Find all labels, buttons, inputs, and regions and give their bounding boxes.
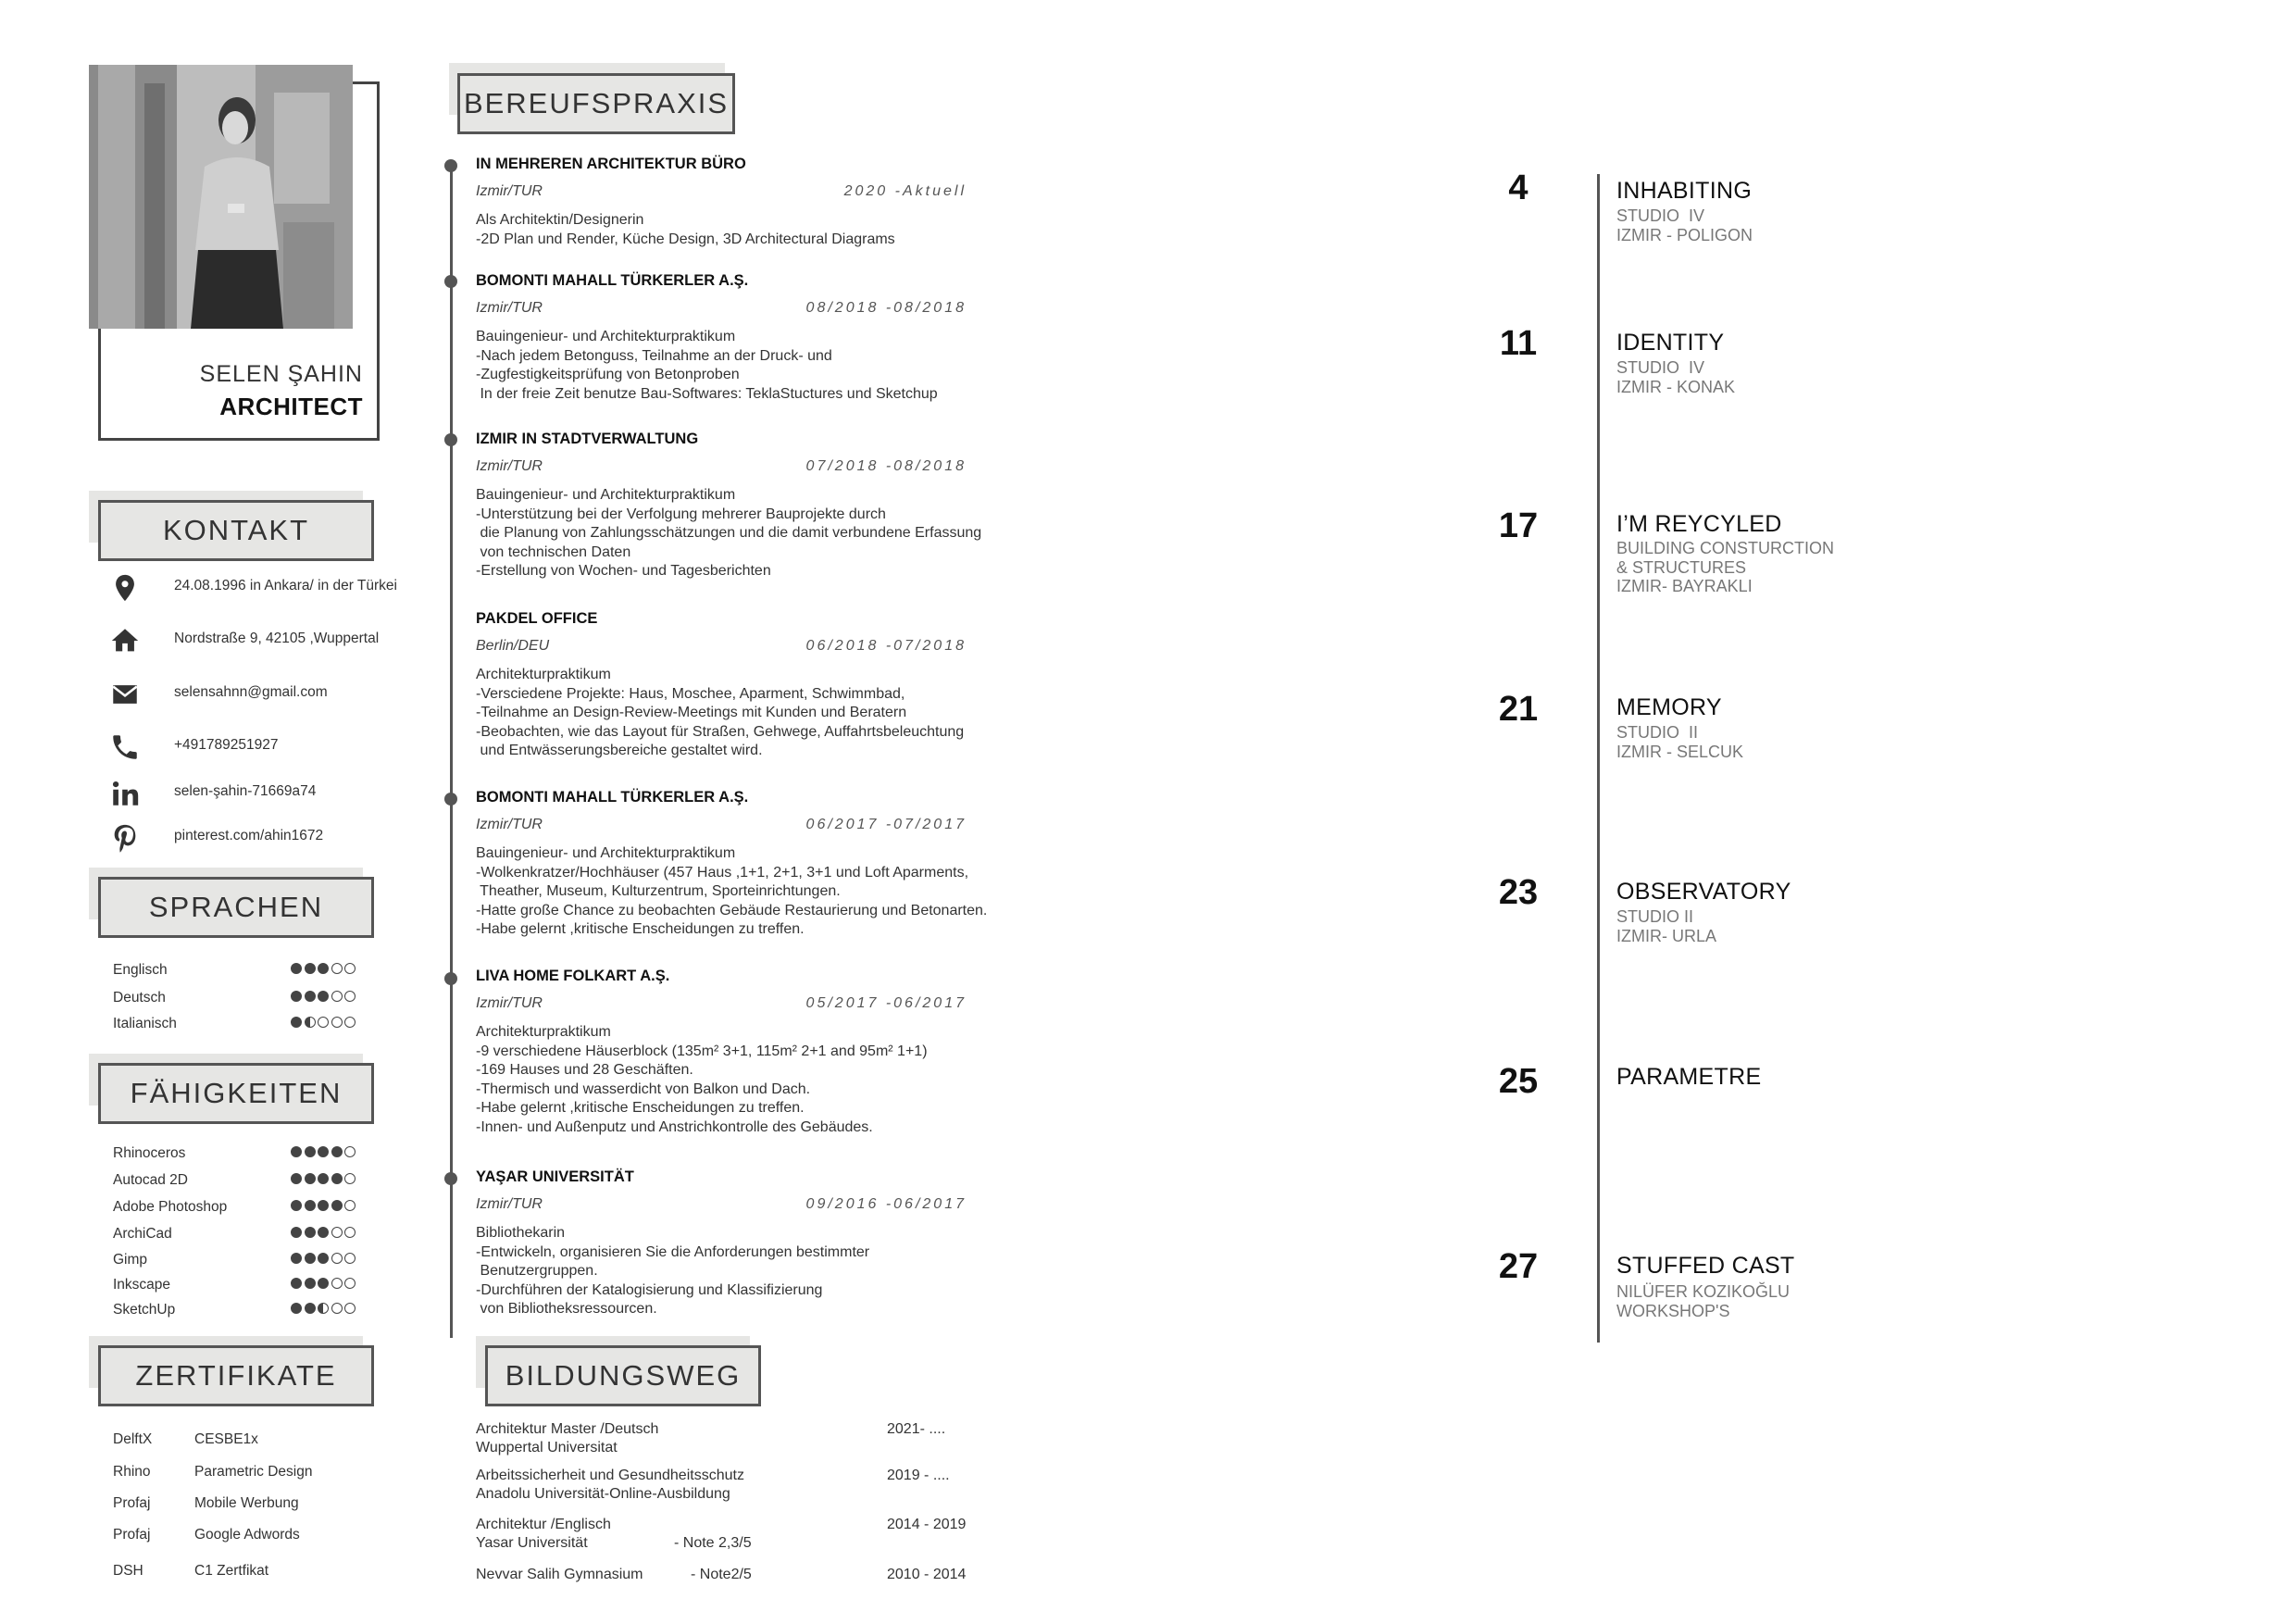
project-page-number[interactable]: 25 [1498,1062,1539,1101]
rating-dot [344,1146,356,1157]
project-subtitle: STUDIO IV IZMIR - POLIGON [1616,206,1753,244]
rating-dot [305,991,316,1002]
rating-dot [344,1227,356,1238]
rating-dot [305,1017,316,1028]
rating-dot [318,1278,329,1289]
job-title: IN MEHREREN ARCHITEKTUR BÜRO [476,156,746,172]
rating-dot [291,1278,302,1289]
profile-name: SELEN ŞAHIN [199,361,363,387]
skill-label: ArchiCad [113,1226,172,1242]
project-title[interactable]: IDENTITY [1616,330,1725,356]
job-date: 2020 -Aktuell [843,183,967,199]
job-description: Bibliothekarin -Entwickeln, organisieren Sie die Anforderungen bestimmter Benutzergruppen. -Durchführen der Katalogisierung und Klassifizierung von Bibliotheksressourcen. [476,1225,870,1317]
language-row [113,962,377,984]
skill-row [113,1252,377,1274]
job-entry [476,1168,1031,1317]
contact-pinterest-text[interactable]: pinterest.com/ahin1672 [174,828,324,843]
rating-dot [318,1227,329,1238]
skill-label: Adobe Photoshop [113,1199,228,1215]
project-title[interactable]: MEMORY [1616,694,1722,720]
project-title[interactable]: PARAMETRE [1616,1064,1762,1090]
job-location: Izmir/TUR [476,995,543,1011]
profile-role: ARCHITECT [219,393,363,420]
education-note: - Note2/5 [691,1567,752,1582]
rating-dot [318,1200,329,1211]
skill-level-dots [291,1146,358,1161]
project-subtitle: NILÜFER KOZIKOĞLU WORKSHOP'S [1616,1282,1791,1320]
job-date: 05/2017 -06/2017 [805,995,967,1011]
certificate-name: CESBE1x [194,1431,258,1447]
certificate-name: Mobile Werbung [194,1495,299,1511]
project-subtitle: STUDIO II IZMIR - SELCUK [1616,723,1744,761]
certificate-issuer: Rhino [113,1464,151,1480]
timeline-dot [444,793,457,806]
pinterest-icon [109,822,141,854]
rating-dot [344,1278,356,1289]
project-title[interactable]: STUFFED CAST [1616,1253,1795,1279]
job-title: YAŞAR UNIVERSITÄT [476,1168,634,1185]
experience-section-title: BEREUFSPRAXIS [457,73,735,134]
job-location: Izmir/TUR [476,817,543,832]
contact-email-text[interactable]: selensahnn@gmail.com [174,684,328,700]
education-degree: Architektur /Englisch Yasar Universität [476,1517,611,1551]
contact-birth-text: 24.08.1996 in Ankara/ in der Türkei [174,578,397,593]
projects-divider-line [1597,174,1600,1343]
skill-level-dots [291,1253,358,1268]
rating-dot [344,1200,356,1211]
rating-dot [344,963,356,974]
language-label: Italianisch [113,1016,177,1031]
rating-dot [305,1200,316,1211]
job-description: Bauingenieur- und Architekturpraktikum -Nach jedem Betonguss, Teilnahme an der Druck- und -Zugfestigkeitsprüfung von Betonproben In der freie Zeit benutze Bau-Softwares: TeklaStuctures und Sketchup [476,329,938,402]
certificate-issuer: DSH [113,1563,144,1579]
rating-dot [331,1303,343,1314]
language-level-dots [291,991,358,1006]
language-level-dots [291,1017,358,1031]
skill-label: SketchUp [113,1302,176,1318]
skill-label: Autocad 2D [113,1172,188,1188]
education-note: - Note 2,3/5 [674,1535,752,1551]
job-date: 08/2018 -08/2018 [805,300,967,316]
rating-dot [291,1227,302,1238]
linkedin-icon [109,778,141,809]
rating-dot [318,1253,329,1264]
timeline-dot [444,275,457,288]
job-description: Bauingenieur- und Architekturpraktikum -Wolkenkratzer/Hochhäuser (457 Haus ,1+1, 2+1, 3+1 und Loft Aparments, Theather, Museum, Kulturzentrum, Sporteinrichtungen. -Hatte große Chance zu beobachten Gebäude Restaurierung und Betonarten. -Habe gelernt ,kritische Enscheidungen zu treffen. [476,845,988,937]
education-years: 2014 - 2019 [887,1517,967,1532]
rating-dot [291,1017,302,1028]
project-title[interactable]: OBSERVATORY [1616,879,1791,905]
job-location: Izmir/TUR [476,458,543,474]
job-entry [476,431,1031,579]
project-page-number[interactable]: 11 [1499,324,1538,363]
job-description: Architekturpraktikum -Versciedene Projekte: Haus, Moschee, Aparment, Schwimmbad, -Teilnahme an Design-Review-Meetings mit Kunden und Beratern -Beobachten, wie das Layout für Straßen, Gehwege, Auffahrtsbeleuchtung und Entwässerungsbereiche gestaltet wird. [476,667,965,758]
rating-dot [291,1146,302,1157]
rating-dot [305,1146,316,1157]
contact-phone-text[interactable]: +491789251927 [174,737,279,753]
skill-row [113,1145,377,1168]
skill-level-dots [291,1173,358,1188]
job-title: LIVA HOME FOLKART A.Ş. [476,968,670,984]
rating-dot [344,1303,356,1314]
job-description: Architekturpraktikum -9 verschiedene Häuserblock (135m² 3+1, 115m² 2+1 and 95m² 1+1) -169 Hauses und 28 Geschäften. -Thermisch und wasserdicht von Balkon und Dach. -Habe gelernt ,kritische Enscheidungen zu treffen. -Innen- und Außenputz und Anstrichkontrolle des Gebäudes. [476,1024,928,1135]
job-date: 06/2017 -07/2017 [805,817,967,832]
rating-dot [318,1303,329,1314]
rating-dot [331,963,343,974]
contact-address-text: Nordstraße 9, 42105 ,Wuppertal [174,631,380,646]
rating-dot [318,1173,329,1184]
contact-item-address [109,625,443,662]
rating-dot [331,1200,343,1211]
skill-label: Gimp [113,1252,148,1268]
skill-level-dots [291,1227,358,1242]
job-title: BOMONTI MAHALL TÜRKERLER A.Ş. [476,272,749,289]
job-entry [476,156,1031,247]
project-subtitle: BUILDING CONSTURCTION & STRUCTURES IZMIR- BAYRAKLI [1616,539,1835,595]
education-years: 2019 - .... [887,1468,950,1483]
certificate-issuer: DelftX [113,1431,153,1447]
education-years: 2021- .... [887,1421,946,1437]
job-entry [476,968,1031,1135]
phone-icon [109,731,141,763]
rating-dot [291,1200,302,1211]
timeline-dot [444,1172,457,1185]
language-row [113,990,377,1012]
contact-item-linkedin[interactable] [109,778,443,815]
project-page-number[interactable]: 4 [1508,169,1529,207]
skill-label: Rhinoceros [113,1145,186,1161]
rating-dot [305,1173,316,1184]
rating-dot [291,1253,302,1264]
location-pin-icon [109,572,141,604]
rating-dot [331,1017,343,1028]
rating-dot [291,991,302,1002]
rating-dot [331,991,343,1002]
certificate-issuer: Profaj [113,1495,151,1511]
job-location: Izmir/TUR [476,183,543,199]
job-entry [476,789,1031,937]
job-description: Als Architektin/Designerin -2D Plan und Render, Küche Design, 3D Architectural Diagrams [476,212,895,247]
timeline-dot [444,159,457,172]
certificate-name: Google Adwords [194,1527,300,1543]
skill-row [113,1302,377,1324]
timeline-dot [444,972,457,985]
rating-dot [291,1303,302,1314]
project-page-number[interactable]: 23 [1498,873,1539,912]
job-entry [476,610,1031,758]
project-page-number[interactable]: 27 [1498,1247,1539,1286]
rating-dot [331,1146,343,1157]
certificate-name: C1 Zertfikat [194,1563,269,1579]
job-date: 07/2018 -08/2018 [805,458,967,474]
project-subtitle: STUDIO IV IZMIR - KONAK [1616,358,1736,396]
job-location: Izmir/TUR [476,1196,543,1212]
timeline-dot [444,433,457,446]
job-entry [476,272,1031,402]
job-description: Bauingenieur- und Architekturpraktikum -Unterstützung bei der Verfolgung mehrerer Bauprojekte durch die Planung von Zahlungsschätzungen und die damit verbundene Erfassung von technischen Daten -Erstellung von Wochen- und Tagesberichten [476,487,982,579]
project-subtitle: STUDIO II IZMIR- URLA [1616,907,1716,945]
rating-dot [291,963,302,974]
skill-row [113,1277,377,1299]
rating-dot [291,1173,302,1184]
skill-row [113,1172,377,1194]
education-degree: Arbeitssicherheit und Gesundheitsschutz Anadolu Universität-Online-Ausbildung [476,1468,744,1502]
rating-dot [305,1253,316,1264]
skill-row [113,1226,377,1248]
rating-dot [318,1017,329,1028]
contact-item-email[interactable] [109,679,443,716]
rating-dot [305,1227,316,1238]
home-icon [109,625,141,656]
rating-dot [305,1303,316,1314]
job-location: Izmir/TUR [476,300,543,316]
rating-dot [318,963,329,974]
project-page-number[interactable]: 17 [1498,506,1539,545]
project-page-number[interactable]: 21 [1498,690,1539,729]
rating-dot [331,1278,343,1289]
skill-row [113,1199,377,1221]
certificate-issuer: Profaj [113,1527,151,1543]
email-icon [109,679,141,710]
skill-level-dots [291,1303,358,1318]
contact-item-phone[interactable] [109,731,443,768]
job-location: Berlin/DEU [476,638,550,654]
rating-dot [305,1278,316,1289]
language-label: Deutsch [113,990,166,1006]
rating-dot [318,991,329,1002]
rating-dot [344,991,356,1002]
project-title[interactable]: I’M REYCYLED [1616,511,1782,537]
education-degree: Nevvar Salih Gymnasium [476,1567,643,1582]
job-title: BOMONTI MAHALL TÜRKERLER A.Ş. [476,789,749,806]
skill-level-dots [291,1200,358,1215]
profile-photo [89,65,353,329]
education-section-title: BILDUNGSWEG [485,1345,761,1406]
skills-section-title: FÄHIGKEITEN [98,1063,374,1124]
languages-section-title: SPRACHEN [98,877,374,938]
rating-dot [331,1227,343,1238]
rating-dot [318,1146,329,1157]
rating-dot [331,1173,343,1184]
project-title[interactable]: INHABITING [1616,178,1753,204]
language-label: Englisch [113,962,168,978]
job-date: 06/2018 -07/2018 [805,638,967,654]
rating-dot [344,1017,356,1028]
rating-dot [344,1173,356,1184]
skill-label: Inkscape [113,1277,171,1293]
timeline-line [450,162,453,1338]
certificate-name: Parametric Design [194,1464,313,1480]
language-row [113,1016,377,1038]
job-title: PAKDEL OFFICE [476,610,598,627]
job-date: 09/2016 -06/2017 [805,1196,967,1212]
education-degree: Architektur Master /Deutsch Wuppertal Universitat [476,1421,659,1455]
certificates-section-title: ZERTIFIKATE [98,1345,374,1406]
contact-linkedin-text[interactable]: selen-şahin-71669a74 [174,783,317,799]
contact-section-title: KONTAKT [98,500,374,561]
rating-dot [331,1253,343,1264]
skill-level-dots [291,1278,358,1293]
rating-dot [305,963,316,974]
job-title: IZMIR IN STADTVERWALTUNG [476,431,699,447]
rating-dot [344,1253,356,1264]
contact-item-pinterest[interactable] [109,822,443,859]
contact-item-birth [109,572,443,609]
education-years: 2010 - 2014 [887,1567,967,1582]
language-level-dots [291,963,358,978]
